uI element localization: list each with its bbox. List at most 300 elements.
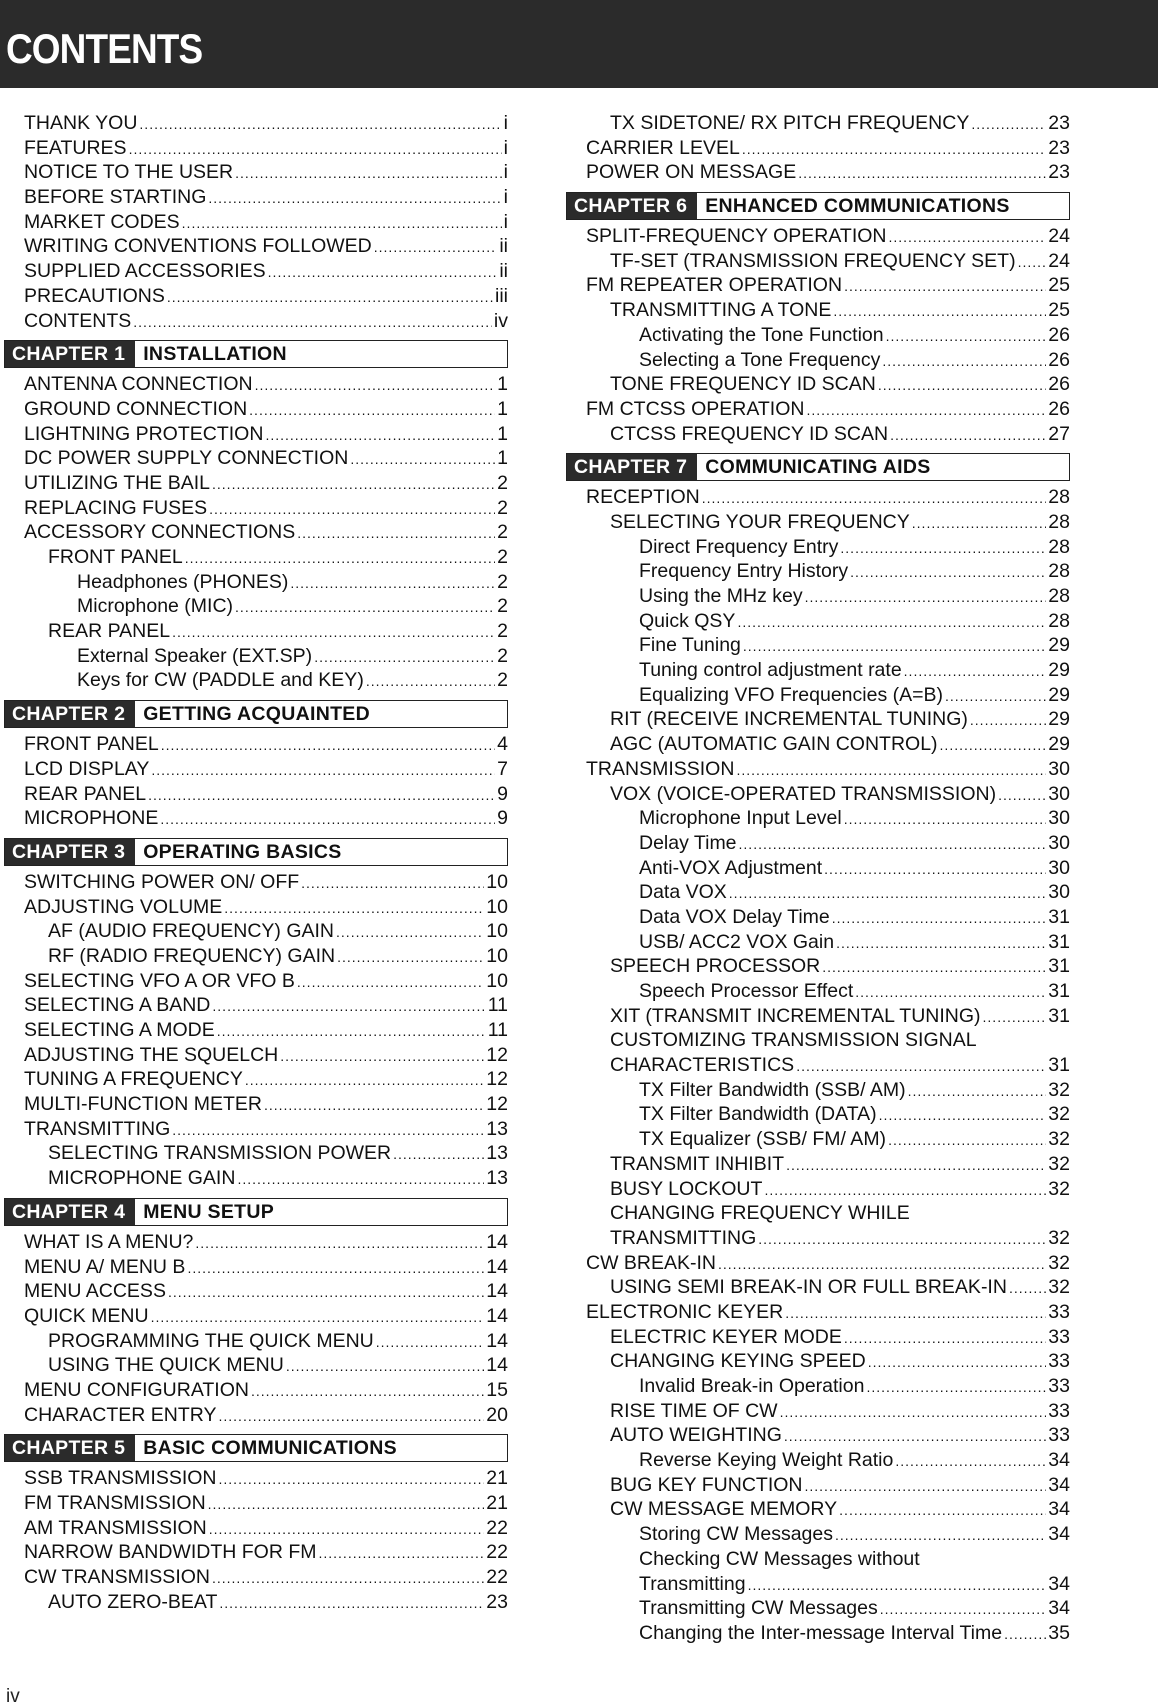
toc-entry[interactable] (566, 1178, 1070, 1203)
dot-leader (314, 649, 495, 665)
toc-entry-title: TX SIDETONE/ RX PITCH FREQUENCY (610, 112, 970, 134)
chapter-title: MENU SETUP (143, 1200, 275, 1223)
toc-entry-title: ELECTRIC KEYER MODE (610, 1325, 842, 1348)
toc-entry-page: 28 (1048, 609, 1070, 632)
toc-entry[interactable] (4, 497, 508, 522)
toc-entry-title: POWER ON MESSAGE (586, 161, 797, 184)
toc-entry[interactable] (566, 1252, 1070, 1277)
toc-entry[interactable] (566, 610, 1070, 635)
dot-leader (224, 900, 484, 916)
toc-entry[interactable] (566, 1424, 1070, 1449)
toc-entry-page: 9 (497, 782, 508, 805)
toc-entry-page: 23 (1048, 161, 1070, 184)
toc-entry[interactable] (4, 1591, 508, 1616)
chapter-title: OPERATING BASICS (143, 840, 342, 863)
toc-entry[interactable] (566, 1029, 1070, 1054)
toc-entry-page: 30 (1048, 881, 1070, 904)
dot-leader (737, 614, 1046, 630)
toc-entry-page: 10 (486, 920, 508, 943)
toc-entry[interactable] (566, 225, 1070, 250)
toc-entry[interactable] (4, 1541, 508, 1566)
toc-entry[interactable] (566, 906, 1070, 931)
toc-entry[interactable] (4, 896, 508, 921)
toc-entry[interactable] (566, 708, 1070, 733)
toc-entry[interactable] (566, 931, 1070, 956)
toc-entry-title: SELECTING YOUR FREQUENCY (610, 510, 910, 533)
toc-entry[interactable] (4, 920, 508, 945)
toc-entry-title: Transmitting (639, 1572, 746, 1595)
toc-entry-title: Storing CW Messages (639, 1523, 833, 1546)
toc-entry[interactable] (566, 1227, 1070, 1252)
dot-leader (784, 1428, 1046, 1444)
toc-entry[interactable] (566, 1622, 1070, 1647)
dot-leader (912, 515, 1047, 531)
toc-entry[interactable] (4, 994, 508, 1019)
toc-entry[interactable] (4, 260, 508, 285)
dot-leader (835, 1527, 1046, 1543)
toc-entry-page: 33 (1048, 1300, 1070, 1323)
toc-entry[interactable] (4, 521, 508, 546)
toc-entry[interactable] (4, 447, 508, 472)
toc-entry[interactable] (566, 857, 1070, 882)
toc-entry[interactable] (4, 161, 508, 186)
toc-entry-title: TRANSMITTING (24, 1117, 171, 1140)
dot-leader (805, 589, 1047, 605)
toc-entry[interactable] (566, 1523, 1070, 1548)
toc-entry-page: 2 (497, 595, 508, 618)
toc-entry[interactable] (566, 832, 1070, 857)
toc-entry[interactable] (4, 137, 508, 162)
toc-entry[interactable] (566, 1548, 1070, 1573)
dot-leader (855, 984, 1046, 1000)
toc-entry-title: ELECTRONIC KEYER (586, 1300, 784, 1323)
dot-leader (806, 402, 1046, 418)
toc-entry-title: ADJUSTING THE SQUELCH (24, 1043, 279, 1066)
toc-entry-page: 12 (486, 1068, 508, 1091)
toc-entry[interactable] (566, 250, 1070, 275)
toc-entry-title: Quick QSY (639, 609, 736, 632)
toc-entry[interactable] (566, 659, 1070, 684)
dot-leader (1009, 1280, 1046, 1296)
dot-leader (998, 787, 1046, 803)
toc-entry[interactable] (566, 1054, 1070, 1079)
toc-entry[interactable] (4, 1404, 508, 1429)
toc-entry-title: TX Filter Bandwidth (SSB/ AM) (639, 1078, 906, 1101)
toc-entry[interactable] (566, 733, 1070, 758)
toc-entry-title: TUNING A FREQUENCY (24, 1068, 243, 1091)
toc-entry-page: 29 (1048, 659, 1070, 682)
toc-entry-page: 23 (1048, 112, 1070, 134)
dot-leader (297, 525, 495, 541)
toc-entry-title: MICROPHONE GAIN (48, 1167, 236, 1190)
toc-entry[interactable] (4, 1256, 508, 1281)
toc-entry-title: PROGRAMMING THE QUICK MENU (48, 1329, 374, 1352)
toc-entry-title: Anti-VOX Adjustment (639, 856, 823, 879)
toc-entry[interactable] (4, 235, 508, 260)
toc-entry-page: ii (499, 260, 508, 283)
dot-leader (786, 1157, 1046, 1173)
toc-entry-title: THANK YOU (24, 112, 138, 134)
toc-entry[interactable] (566, 1153, 1070, 1178)
toc-entry[interactable] (4, 1019, 508, 1044)
toc-entry-title: Keys for CW (PADDLE and KEY) (77, 669, 364, 692)
toc-entry-title: SUPPLIED ACCESSORIES (24, 260, 266, 283)
toc-entry[interactable] (566, 955, 1070, 980)
toc-entry[interactable] (4, 1167, 508, 1192)
toc-entry-title: FRONT PANEL (24, 733, 159, 756)
toc-entry[interactable] (566, 1350, 1070, 1375)
toc-entry-title: Invalid Break-in Operation (639, 1375, 865, 1397)
toc-entry-page: 33 (1048, 1350, 1070, 1373)
toc-entry[interactable] (4, 758, 508, 783)
toc-entry[interactable] (4, 1044, 508, 1069)
toc-entry[interactable] (4, 733, 508, 758)
toc-entry[interactable] (4, 1118, 508, 1143)
chapter-title: ENHANCED COMMUNICATIONS (705, 195, 1010, 218)
toc-entry[interactable] (4, 571, 508, 596)
dot-leader (160, 811, 495, 827)
toc-entry-page: 2 (497, 620, 508, 643)
toc-entry[interactable] (4, 595, 508, 620)
dot-leader (764, 1182, 1046, 1198)
chapter-heading (4, 1198, 508, 1226)
dot-leader (133, 314, 492, 330)
toc-entry[interactable] (566, 634, 1070, 659)
dot-leader (237, 1171, 484, 1187)
toc-entry-title: WRITING CONVENTIONS FOLLOWED (24, 235, 372, 258)
toc-entry-title: Selecting a Tone Frequency (639, 348, 881, 371)
dot-leader (350, 451, 495, 467)
toc-entry[interactable] (566, 1202, 1070, 1227)
toc-entry-page: 25 (1048, 274, 1070, 297)
toc-entry[interactable] (4, 285, 508, 310)
dot-leader (393, 1146, 484, 1162)
toc-entry[interactable] (566, 1597, 1070, 1622)
toc-entry[interactable] (566, 373, 1070, 398)
toc-entry-page: 13 (486, 1142, 508, 1165)
toc-entry[interactable] (4, 398, 508, 423)
dot-leader (833, 303, 1046, 319)
dot-leader (249, 402, 495, 418)
chapter-number: CHAPTER 1 (5, 341, 135, 367)
toc-entry[interactable] (4, 112, 508, 137)
toc-entry-page: 31 (1048, 1054, 1070, 1077)
dot-leader (168, 1284, 484, 1300)
toc-entry-title: REPLACING FUSES (24, 496, 208, 519)
toc-entry-title: CONTENTS (24, 309, 132, 332)
dot-leader (366, 673, 495, 689)
toc-entry-page: 34 (1048, 1572, 1070, 1595)
toc-entry[interactable] (566, 1301, 1070, 1326)
toc-entry-page: 31 (1048, 930, 1070, 953)
toc-entry[interactable] (566, 1128, 1070, 1153)
toc-entry-page: 32 (1048, 1128, 1070, 1151)
toc-entry-page: 22 (486, 1516, 508, 1539)
dot-leader (290, 575, 495, 591)
toc-entry[interactable] (4, 1231, 508, 1256)
toc-entry[interactable] (4, 1354, 508, 1379)
toc-entry[interactable] (566, 684, 1070, 709)
dot-leader (235, 165, 502, 181)
toc-entry-title: PRECAUTIONS (24, 284, 165, 307)
toc-entry[interactable] (566, 486, 1070, 511)
toc-entry[interactable] (566, 1400, 1070, 1425)
toc-entry-title: UTILIZING THE BAIL (24, 471, 211, 494)
dot-leader (182, 215, 502, 231)
toc-entry[interactable] (4, 620, 508, 645)
toc-entry-page: 28 (1048, 486, 1070, 509)
toc-entry-title: Headphones (PHONES) (77, 570, 289, 593)
toc-entry-page: 31 (1048, 980, 1070, 1002)
toc-entry-page: 21 (486, 1467, 508, 1490)
dot-leader (212, 1570, 484, 1586)
toc-entry-title: RIT (RECEIVE INCREMENTAL TUNING) (610, 708, 968, 731)
dot-leader (1018, 254, 1047, 270)
dot-leader (268, 264, 498, 280)
toc-entry-page: 1 (497, 422, 508, 445)
toc-entry[interactable] (566, 585, 1070, 610)
toc-entry-page: 26 (1048, 373, 1070, 396)
toc-entry[interactable] (566, 1573, 1070, 1598)
toc-entry[interactable] (4, 546, 508, 571)
dot-leader (245, 1072, 484, 1088)
dot-leader (139, 116, 501, 132)
toc-entry-title: FM CTCSS OPERATION (586, 397, 805, 420)
chapter-heading (4, 340, 508, 368)
dot-leader (850, 564, 1046, 580)
toc-entry[interactable] (566, 560, 1070, 585)
toc-entry-page: 28 (1048, 560, 1070, 583)
toc-entry-title: LCD DISPLAY (24, 757, 150, 780)
chapter-title: GETTING ACQUAINTED (143, 703, 370, 726)
chapter-title: BASIC COMMUNICATIONS (143, 1437, 397, 1460)
dot-leader (886, 328, 1047, 344)
toc-entry-title: Reverse Keying Weight Ratio (639, 1449, 894, 1472)
toc-entry-title: CTCSS FREQUENCY ID SCAN (610, 422, 889, 445)
dot-leader (904, 663, 1047, 679)
toc-entry[interactable] (566, 980, 1070, 1005)
dot-leader (129, 141, 502, 157)
toc-entry[interactable] (4, 669, 508, 694)
toc-entry[interactable] (566, 137, 1070, 162)
toc-entry[interactable] (566, 1474, 1070, 1499)
toc-entry-page: 31 (1048, 955, 1070, 978)
dot-leader (882, 353, 1046, 369)
dot-leader (743, 638, 1046, 654)
dot-leader (880, 1601, 1047, 1617)
toc-entry[interactable] (4, 871, 508, 896)
toc-entry-page: 26 (1048, 323, 1070, 346)
toc-entry-page: 7 (497, 757, 508, 780)
toc-entry-page: 14 (486, 1280, 508, 1303)
toc-entry[interactable] (566, 807, 1070, 832)
toc-entry-title: REAR PANEL (48, 620, 171, 643)
toc-entry[interactable] (566, 1326, 1070, 1351)
page-header (0, 0, 1158, 88)
dot-leader (878, 377, 1046, 393)
toc-entry[interactable] (4, 186, 508, 211)
toc-entry[interactable] (4, 472, 508, 497)
dot-leader (219, 1595, 484, 1611)
toc-entry[interactable] (566, 1005, 1070, 1030)
toc-entry-title: DC POWER SUPPLY CONNECTION (24, 447, 349, 470)
toc-entry[interactable] (566, 783, 1070, 808)
toc-entry[interactable] (566, 1498, 1070, 1523)
toc-entry[interactable] (4, 211, 508, 236)
toc-entry-page: 28 (1048, 535, 1070, 558)
dot-leader (280, 1048, 484, 1064)
toc-entry[interactable] (4, 1068, 508, 1093)
toc-entry-title: Checking CW Messages without (639, 1547, 920, 1570)
chapter-heading (566, 192, 1070, 220)
toc-entry[interactable] (566, 299, 1070, 324)
toc-entry-page: 10 (486, 944, 508, 967)
toc-entry[interactable] (566, 1375, 1070, 1400)
dot-leader (167, 289, 493, 305)
toc-entry-page: 29 (1048, 683, 1070, 706)
toc-entry[interactable] (4, 1093, 508, 1118)
toc-entry-title: TX Equalizer (SSB/ FM/ AM) (639, 1128, 887, 1151)
toc-entry[interactable] (4, 1305, 508, 1330)
toc-entry[interactable] (4, 1330, 508, 1355)
toc-right-column (566, 112, 1070, 1647)
toc-entry-title: BUSY LOCKOUT (610, 1177, 763, 1200)
toc-entry-title: USB/ ACC2 VOX Gain (639, 930, 835, 953)
toc-entry-title: ANTENNA CONNECTION (24, 373, 253, 396)
toc-entry-title: SELECTING A MODE (24, 1019, 215, 1041)
toc-entry[interactable] (566, 161, 1070, 186)
dot-leader (971, 116, 1046, 132)
toc-entry[interactable] (566, 1079, 1070, 1104)
toc-entry-page: 4 (497, 733, 508, 756)
toc-entry-title: USING THE QUICK MENU (48, 1354, 284, 1377)
toc-entry[interactable] (4, 1280, 508, 1305)
toc-entry-title: CHARACTERISTICS (610, 1054, 795, 1077)
toc-entry-title: Tuning control adjustment rate (639, 659, 902, 682)
toc-entry[interactable] (4, 783, 508, 808)
toc-entry-page: 30 (1048, 782, 1070, 805)
toc-entry[interactable] (566, 1276, 1070, 1301)
toc-entry[interactable] (4, 807, 508, 832)
toc-entry-page: 32 (1048, 1226, 1070, 1249)
dot-leader (798, 165, 1046, 181)
toc-entry-title: MENU CONFIGURATION (24, 1378, 249, 1401)
toc-entry-page: 33 (1048, 1424, 1070, 1447)
toc-entry-title: SPLIT-FREQUENCY OPERATION (586, 225, 887, 248)
dot-leader (844, 811, 1047, 827)
toc-entry-page: 27 (1048, 422, 1070, 445)
toc-entry-title: FRONT PANEL (48, 546, 183, 568)
toc-entry-title: Microphone Input Level (639, 807, 842, 830)
toc-entry-title: CW BREAK-IN (586, 1251, 717, 1274)
toc-entry[interactable] (4, 1142, 508, 1167)
toc-entry-page: 32 (1048, 1251, 1070, 1274)
toc-entry-page: 29 (1048, 733, 1070, 756)
toc-entry[interactable] (566, 758, 1070, 783)
toc-entry[interactable] (566, 398, 1070, 423)
dot-leader (785, 1305, 1046, 1321)
toc-entry[interactable] (566, 881, 1070, 906)
toc-entry[interactable] (566, 274, 1070, 299)
toc-entry[interactable] (4, 945, 508, 970)
toc-entry-page: 10 (486, 870, 508, 893)
toc-entry[interactable] (566, 1449, 1070, 1474)
toc-entry[interactable] (4, 423, 508, 448)
toc-entry-title: VOX (VOICE-OPERATED TRANSMISSION) (610, 782, 997, 805)
toc-entry-page: 30 (1048, 757, 1070, 780)
toc-entry-page: 1 (497, 373, 508, 396)
toc-entry-title: MULTI-FUNCTION METER (24, 1093, 262, 1116)
toc-entry-title: TF-SET (TRANSMISSION FREQUENCY SET) (610, 249, 1016, 272)
toc-entry[interactable] (4, 1492, 508, 1517)
toc-entry[interactable] (4, 373, 508, 398)
toc-entry-page: 26 (1048, 348, 1070, 371)
toc-entry-page: 14 (486, 1255, 508, 1278)
toc-entry-title: FEATURES (24, 136, 127, 159)
toc-entry-title: External Speaker (EXT.SP) (77, 644, 313, 667)
toc-entry[interactable] (566, 1103, 1070, 1128)
toc-entry-title: LIGHTNING PROTECTION (24, 422, 264, 445)
toc-entry-page: 29 (1048, 634, 1070, 657)
toc-entry[interactable] (566, 349, 1070, 374)
toc-entry-page: 2 (497, 521, 508, 544)
toc-entry[interactable] (4, 1467, 508, 1492)
toc-entry-page: 14 (486, 1329, 508, 1352)
toc-entry-title: AF (AUDIO FREQUENCY) GAIN (48, 920, 335, 943)
toc-entry-title: Data VOX (639, 881, 727, 904)
toc-entry[interactable] (4, 970, 508, 995)
toc-entry-page: 32 (1048, 1177, 1070, 1200)
toc-entry-title: TRANSMIT INHIBIT (610, 1152, 785, 1175)
dot-leader (748, 1577, 1047, 1593)
toc-entry-page: 14 (486, 1354, 508, 1377)
toc-entry-page: i (503, 161, 508, 184)
toc-entry[interactable] (4, 645, 508, 670)
chapter-number: CHAPTER 2 (5, 701, 135, 727)
toc-entry-title: BEFORE STARTING (24, 186, 207, 209)
toc-entry[interactable] (4, 1517, 508, 1542)
toc-entry-title: Transmitting CW Messages (639, 1597, 878, 1620)
dot-leader (212, 998, 485, 1014)
toc-entry-page: 2 (497, 471, 508, 494)
toc-entry-title: ADJUSTING VOLUME (24, 895, 223, 918)
toc-entry[interactable] (4, 1379, 508, 1404)
toc-entry-page: 11 (487, 1019, 508, 1041)
dot-leader (217, 1023, 486, 1039)
toc-entry[interactable] (4, 1566, 508, 1591)
toc-entry-title: Speech Processor Effect (639, 980, 854, 1002)
toc-entry-title: CHANGING KEYING SPEED (610, 1350, 866, 1373)
toc-entry[interactable] (566, 536, 1070, 561)
toc-entry[interactable] (566, 511, 1070, 536)
dot-leader (255, 377, 496, 393)
toc-entry-page: 21 (486, 1492, 508, 1514)
toc-entry[interactable] (566, 423, 1070, 448)
toc-entry-title: MARKET CODES (24, 210, 180, 233)
dot-leader (301, 875, 484, 891)
dot-leader (187, 1260, 484, 1276)
dot-leader (235, 599, 495, 615)
toc-entry[interactable] (566, 324, 1070, 349)
toc-entry-title: TX Filter Bandwidth (DATA) (639, 1103, 877, 1126)
dot-leader (796, 1058, 1046, 1074)
dot-leader (185, 550, 495, 566)
toc-entry-page: 10 (486, 895, 508, 918)
toc-entry[interactable] (4, 310, 508, 335)
toc-entry[interactable] (566, 112, 1070, 137)
dot-leader (172, 624, 495, 640)
dot-leader (264, 1097, 484, 1113)
